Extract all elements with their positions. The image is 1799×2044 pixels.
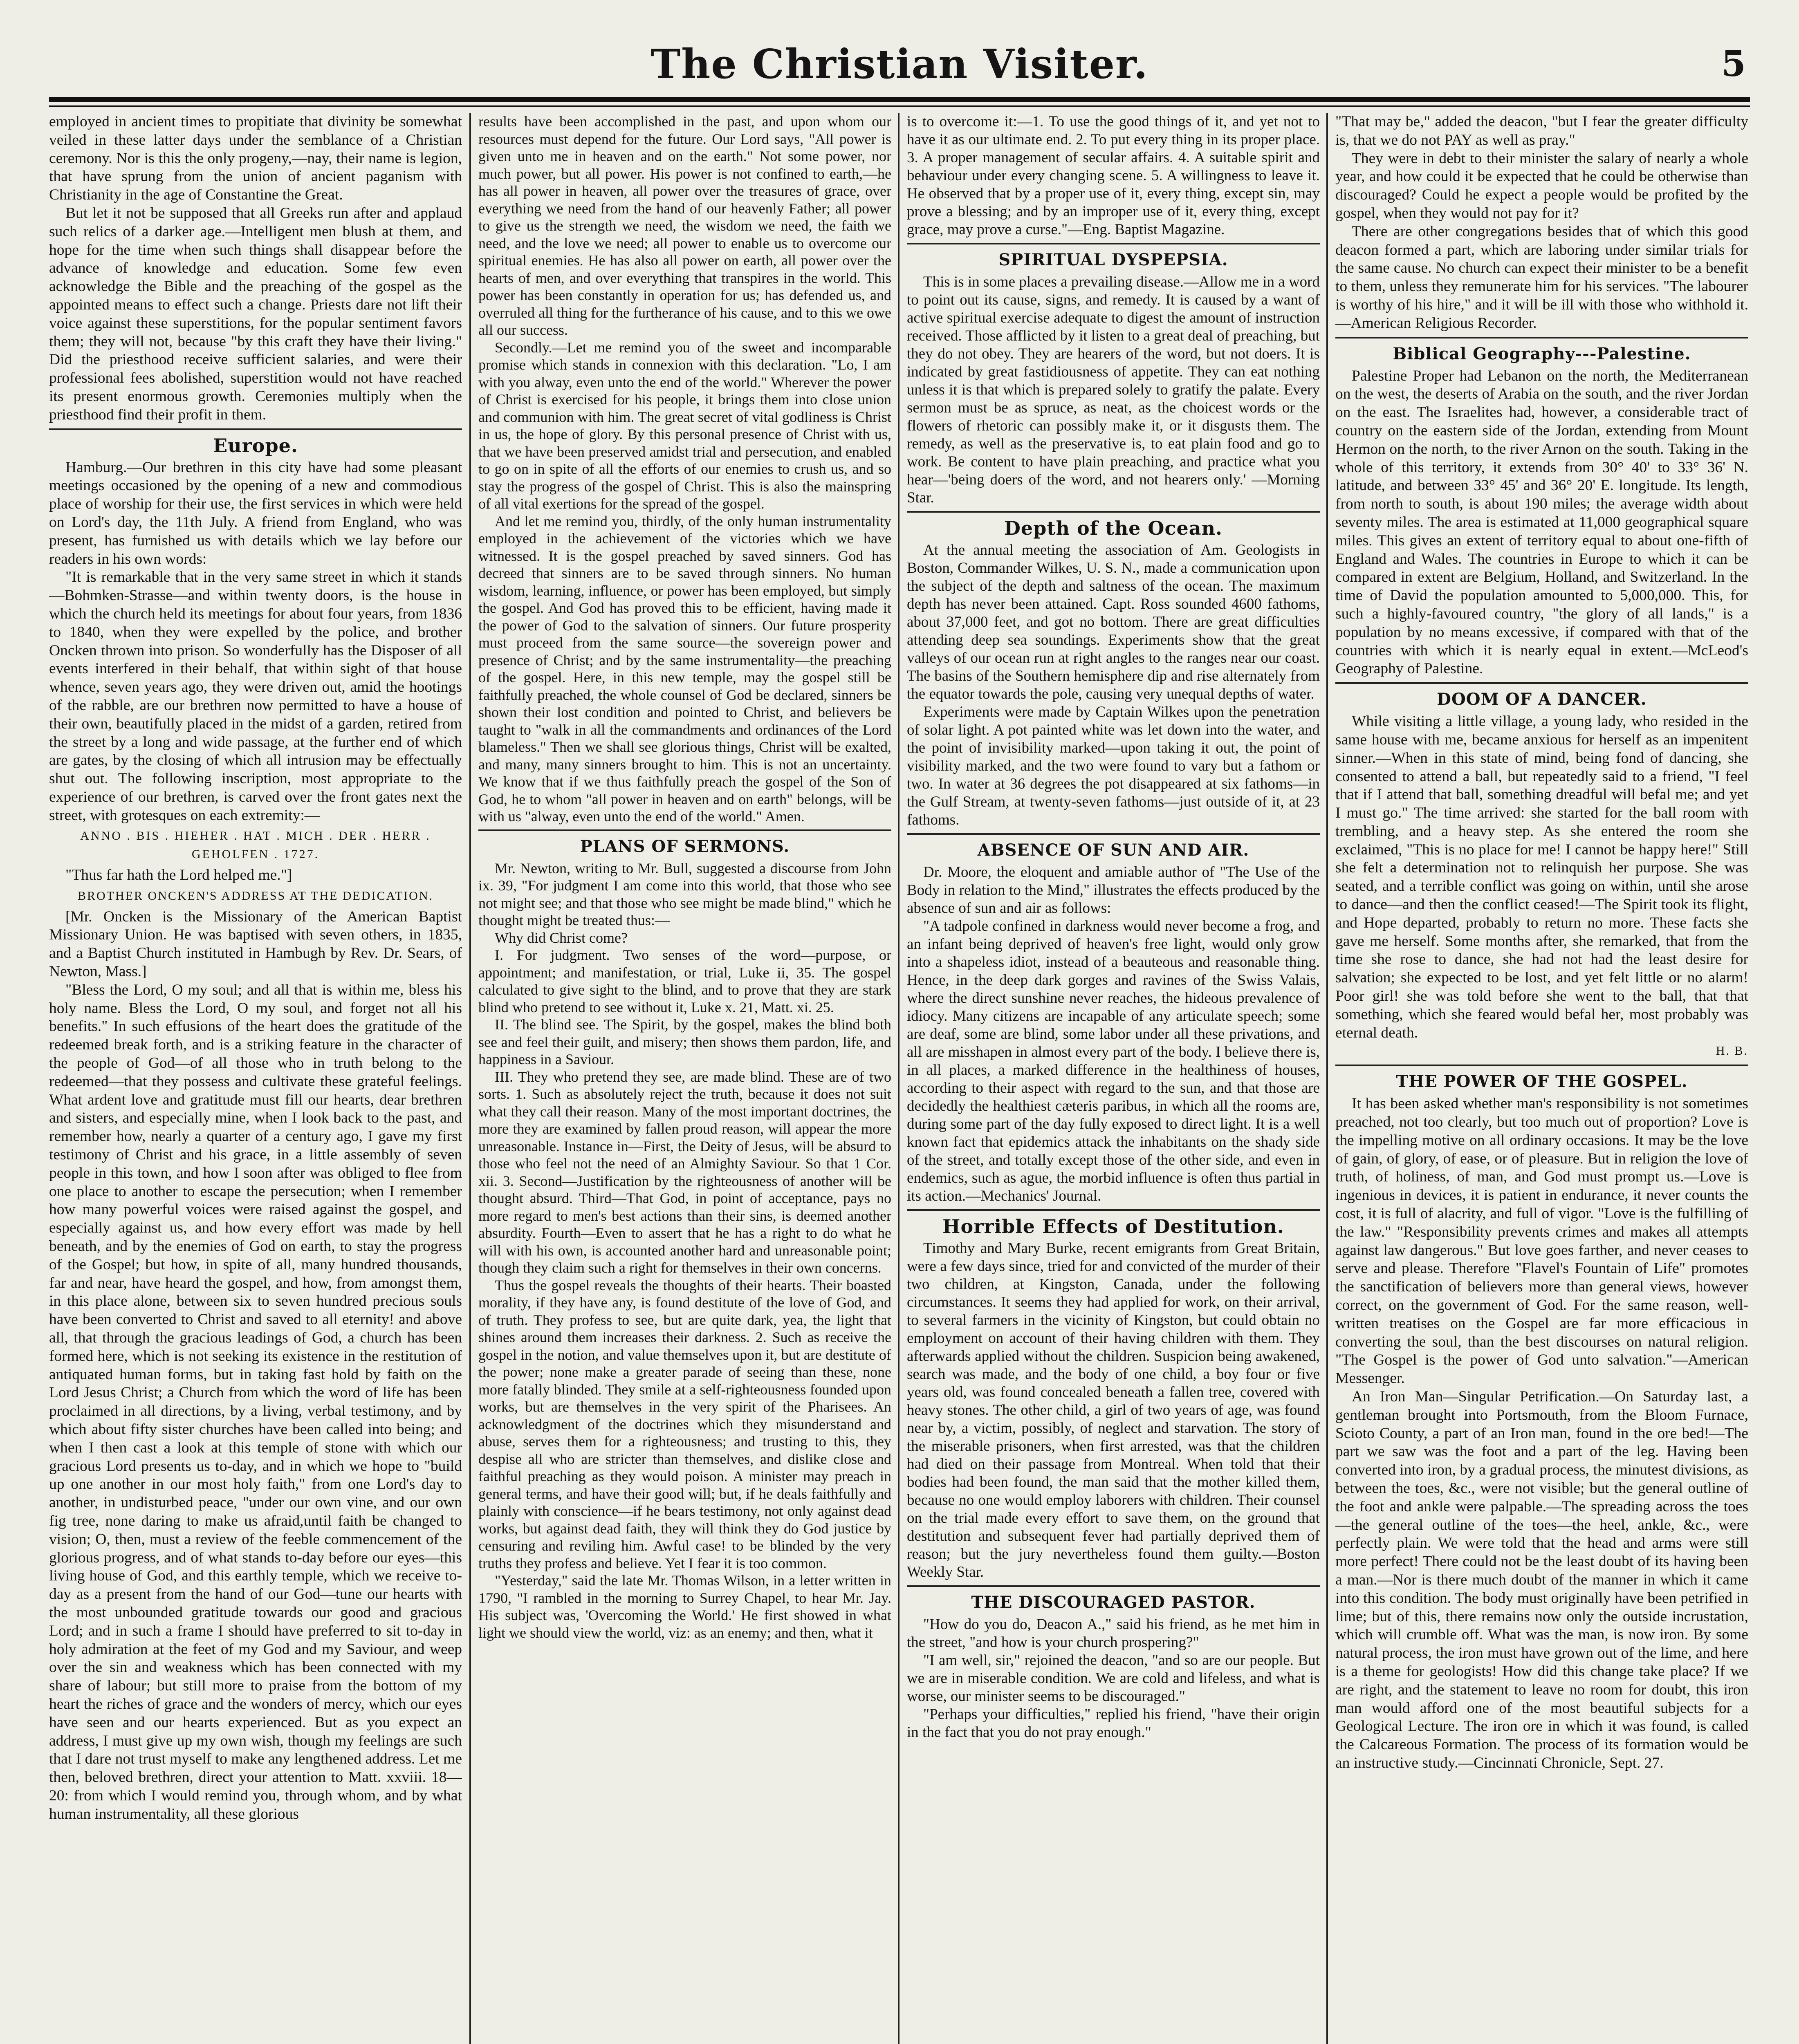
article-text: "Yesterday," said the late Mr. Thomas Wilson, in a letter written in 1790, "I rambled in the morning to Surrey Chapel, to hear Mr. Jay. His subject was, 'Overcoming the World.' He first showed in what light we should view the world, viz: as an enemy; and then, what it xyxy=(478,1572,891,1641)
article-text: They were in debt to their minister the salary of nearly a whole year, and how could it be expected that he could be otherwise than discouraged? Could he expect a people would be profited by the gospel, when they would not pay for it? xyxy=(1335,150,1748,222)
section-heading-dyspepsia: SPIRITUAL DYSPEPSIA. xyxy=(907,243,1320,271)
inscription-translation: "Thus far hath the Lord helped me."] xyxy=(65,867,292,884)
article-text: "It is remarkable that in the very same street in which it stands—Bohmken-Strasse—and within twenty doors, is the house in which the church held its meetings for about four years, from 1836 to 1840, when they were expelled by the police, and brother Oncken thrown into prison. So wonderfully has the Disposer of all events interfered in their behalf, that within sight of that house whence, seven years ago, they were driven out, amid the hootings of the rabble, are our brethren now permitted to have a house of their own, beautifully placed in the midst of a garden, retired from the street by a long and wide passage, at the further end of which are gates, by the closing of which all intrusion may be effectually shut out. The following inscription, most appropriate to the experience of our brethren, is carved over the front gates next the street, with grotesques on each extremity:— xyxy=(49,569,462,824)
section-heading-destitution: Horrible Effects of Destitution. xyxy=(907,1209,1320,1238)
article-text: There are other congregations besides that of which this good deacon formed a part, which are laboring under similar trials for the same cause. No church can expect their minister to be a benefit to them, unless they remunerate him for his services. "The labourer is worthy of his hire," and it will be ill with those who withhold it.—American Religious Recorder. xyxy=(1335,223,1748,332)
article-text: Experiments were made by Captain Wilkes upon the penetration of solar light. A pot painted white was let down into the water, and the point of invisibility marked—upon taking it out, the point of visibility marked, and the two were found to vary but a fathom or two. In water at 36 degrees the pot disappeared at six fathoms—in the Gulf Stream, at twenty-seven fathoms—just outside of it, at 23 fathoms. xyxy=(907,704,1320,828)
article-text: [Mr. Oncken is the Missionary of the American Baptist Missionary Union. He was baptised with seven others, in 1835, and a Baptist Church instituted in Hambugh by Rev. Dr. Sears, of Newton, Mass.] xyxy=(49,908,462,980)
page-number: 5 xyxy=(1721,43,1746,85)
article-text: Secondly.—Let me remind you of the sweet and incomparable promise which stands in connexion with this declaration. "Lo, I am with you alway, even unto the end of the world." Wherever the power of Christ is exercised for his people, it brings them into close union and communion with him. The great secret of vital godliness is Christ in us, the hope of glory. By this personal presence of Christ with us, that we have been preserved amidst trial and persecution, and enabled to go on in spite of all the efforts of our enemies to crush us, and so stay the progress of the gospel of Christ. This is also the mainspring of all vital exertions for the spread of the gospel. xyxy=(478,339,891,512)
article-text: But let it not be supposed that all Greeks run after and applaud such relics of a darker age.—Intelligent men blush at them, and hope for the time when such things shall disappear before the advance of knowledge and education. Some few even acknowledge the Bible and the preaching of the gospel as the appointed means to effect such a change. Priests dare not lift their voice against these superstitions, for the popular sentiment favors them; they will not, because "by this craft they have their living." Did the priesthood receive sufficient salaries, and were their professional fees abolished, superstition would not have reached its present enormous growth. Ceremonies multiply when the priesthood find their profit in them. xyxy=(49,204,462,423)
article-text: "Bless the Lord, O my soul; and all that is within me, bless his holy name. Bless the Lord, O my soul, and forget not all his benefits." In such effusions of the heart does the gratitude of the redeemed break forth, and is a striking feature in the character of the people of God—of all those who in truth belong to the redeemed—that they possess and cultivate these grateful feelings. What ardent love and gratitude must fill our hearts, dear brethren and sisters, and especially mine, when I look back to the past, and remember how, nearly a quarter of a century ago, I gave my first testimony of Christ and his grace, in a little assembly of seven people in this town, and how I soon after was obliged to flee from one place to another to escape the persecution; when I remember how many powerful voices were raised against the gospel, and especially against us, and how every effort was made by hell beneath, and by the enemies of God on earth, to stay the progress of the Gospel; but how, in spite of all, many hundred thousands, far and near, have heard the gospel, and how, from amongst them, in this place alone, between six to seven hundred precious souls have been converted to Christ and saved to all eternity! and above all, that through the gracious leadings of God, a church has been formed here, which is not seeking its existence in the restitution of antiquated human forms, but in taking fast hold by faith on the Lord Jesus Christ; a Church from which the word of life has been proclaimed in all directions, by a living, verbal testimony, and by which about fifty sister churches have been called into being; and when I then cast a look at this temple of stone with which our gracious Lord presents us to-day, and in which we hope to "build up one another in our most holy faith," from one Lord's day to another, in undisturbed peace, "under our own vine, and our own fig tree, none daring to make us afraid,until faith be changed to vision; O, then, must a review of the feeble commencement of the glorious progress, and of what stands to-day before our eyes—this living house of God, and this earthly temple, which we receive to-day as a present from the hand of our God—tune our hearts with the most unbounded gratitude towards our good and gracious Lord; and in such a frame I should have preferred to sit to-day in holy admiration at the feet of my God and my Saviour, and weep over the sin and weakness which has been connected with my share of labour; but still more to praise from the bottom of my heart the riches of grace and the wonders of mercy, which our eyes have seen and our hearts experienced. But as you expect an address, I must give up my own wish, though my feelings are such that I dare not trust myself to make any lengthened address. Let me then, beloved brethren, direct your attention to Matt. xxviii. 18—20: from which I would remind you, through whom, and by what human instrumentality, all these glorious xyxy=(49,981,462,1822)
section-heading-power-gospel: THE POWER OF THE GOSPEL. xyxy=(1335,1065,1748,1093)
article-text: While visiting a little village, a young lady, who resided in the same house with me, became anxious for herself as an impenitent sinner.—When in this state of mind, being fond of dancing, she consented to attend a ball, but repeatedly said to a friend, "I feel that if I attend that ball, something dreadful will befal me; and yet I must go." The time arrived: she started for the ball room with trembling, and a heavy step. As she entered the room she exclaimed, "This is no place for me! I cannot be happy here!" Still she felt a determination not to relinquish her purpose. She was seated, and a terrible conflict was going on within, until she arose to dance—and then the conflict ceased!—The Spirit took its flight, and Hope departed, probably to return no more. These facts she gave me herself. Some months after, she remarked, that from the time she rose to dance, she had not had the least desire for salvation; she expected to be lost, and yet felt little or no alarm! Poor girl! she was told before she went to the ball, that that something, which she feared would befal her, most probably was eternal death. xyxy=(1335,713,1748,1041)
article-text: Mr. Newton, writing to Mr. Bull, suggested a discourse from John ix. 39, "For judgment I am come into this world, that those who see not might see; and that those who see might be made blind," which he thought might be treated thus:— xyxy=(478,860,891,928)
article-text: This is in some places a prevailing disease.—Allow me in a word to point out its cause, signs, and remedy. It is caused by a want of active spiritual exercise adequate to digest the amount of instruction received. Those afflicted by it listen to a great deal of preaching, but they do not obey. They are hearers of the word, but not doers. It is indicated by great fastidiousness of appetite. They can eat nothing unless it is that which is prepared solely to gratify the palate. Every sermon must be as spruce, as neat, as the choicest words or the flowers of rhetoric can possibly make it, or it disgusts them. The remedy, as well as the preservative is, to eat plain food and go to work. Be content to have plain preaching, and practice what you hear—'being doers of the word, and not hearers only.' —Morning Star. xyxy=(907,273,1320,506)
inscription: ANNO . BIS . HIEHER . HAT . MICH . DER . HERR . GEHOLFEN . 1727. xyxy=(80,829,431,861)
column-4 xyxy=(1335,113,1748,2044)
article-text: Why did Christ come? xyxy=(495,929,628,946)
masthead xyxy=(49,41,1750,102)
newspaper-title: The Christian Visiter. xyxy=(651,41,1148,88)
section-heading-sermons: PLANS OF SERMONS. xyxy=(478,829,891,858)
article-text: II. The blind see. The Spirit, by the gospel, makes the blind both see and feel their guilt, and misery; then shows them pardon, life, and happiness in a Saviour. xyxy=(478,1016,891,1067)
article-text: At the annual meeting the association of Am. Geologists in Boston, Commander Wilkes, U. S. N., made a communication upon the subject of the depth and saltness of the ocean. The maximum depth has never been attained. Capt. Ross sounded 4600 fathoms, about 37,000 feet, and got no bottom. There are great difficulties attending deep sea soundings. Experiments show that the great valleys of our ocean run at right angles to the ranges near our coast. The basins of the Southern hemisphere dip and rise alternately from the equator towards the pole, causing very unequal depths of water. xyxy=(907,542,1320,702)
article-text: Hamburg.—Our brethren in this city have had some pleasant meetings occasioned by the opening of a new and commodious place of worship for their use, the first services in which were held on Lord's day, the 11th July. A friend from England, who was present, has furnished us with details which we lay before our readers in his own words: xyxy=(49,459,462,567)
article-text: I. For judgment. Two senses of the word—purpose, or appointment; and manifestation, or trial, Luke ii, 35. The gospel calculated to give sight to the blind, and to prove that they are stark blind who pretend to see without it, Luke x. 21, Matt. xi. 25. xyxy=(478,947,891,1015)
article-text: "How do you do, Deacon A.," said his friend, as he met him in the street, "and how is your church prospering?" xyxy=(907,1616,1320,1651)
column-divider-3 xyxy=(1326,113,1328,2044)
column-2 xyxy=(478,113,891,2044)
subheading-address: BROTHER ONCKEN'S ADDRESS AT THE DEDICATION. xyxy=(77,889,434,903)
section-heading-pastor: THE DISCOURAGED PASTOR. xyxy=(907,1585,1320,1614)
column-1 xyxy=(49,113,462,2044)
article-text: is to overcome it:—1. To use the good things of it, and yet not to have it as our ultimate end. 2. To put every thing in its proper place. 3. A proper management of secular affairs. 4. A suitable spirit and behaviour under every changing scene. 5. A willingness to leave it. He observed that by a proper use of it, every thing, except sin, may prove a blessing; and by an improper use of it, every thing, except grace, may prove a curse."—Eng. Baptist Magazine. xyxy=(907,113,1320,238)
article-text: III. They who pretend they see, are made blind. These are of two sorts. 1. Such as absolutely reject the truth, because it does not suit what they call their reason. Many of the most important doctrines, the more they are examined by fallen proud reason, will appear the more unreasonable. Instance in—First, the Deity of Jesus, will be absurd to those who feel not the need of an Almighty Saviour. So that 1 Cor. xii. 3. Second—Justification by the righteousness of another will be thought absurd. Third—That God, in point of acceptance, pays no more regard to men's best actions than their sins, is deemed another absurdity. Fourth—Even to assert that he has a right to do what he will with his own, is accounted another hard and unreasonable point; though they claim such a right for themselves in their own concerns. xyxy=(478,1068,891,1276)
article-text: employed in ancient times to propitiate that divinity be somewhat veiled in these latter days under the semblance of a Christian ceremony. Nor is this the only progeny,—nay, their name is legion, that have sprung from the union of ancient paganism with Christianity in the age of Constantine the Great. xyxy=(49,113,462,204)
author-initials: H. B. xyxy=(1716,1044,1748,1058)
article-text: "I am well, sir," rejoined the deacon, "and so are our people. But we are in miserable condition. We are cold and lifeless, and what is worse, our minister seems to be discouraged." xyxy=(907,1652,1320,1705)
article-text: Thus the gospel reveals the thoughts of their hearts. Their boasted morality, if they have any, is found destitute of the love of God, and of truth. They profess to see, but are quite dark, yea, the light that shines around them increases their darkness. 2. Such as receive the gospel in the notion, and value themselves upon it, but are destitute of the power; none make a greater parade of seeing than these, none more fatally blinded. They smile at a self-righteousness founded upon works, but are themselves in the very spirit of the Pharisees. An acknowledgment of the doctrines which they misunderstand and abuse, serves them for a righteousness; and trusting to this, they despise all who are stricter than themselves, and dislike close and faithful preaching as they would poison. A minister may preach in general terms, and have their good will; but, if he deals faithfully and plainly with conscience—if he bears testimony, not only against dead works, but against dead faith, they will think they do God justice by censuring and reviling him. Awful case! to be blinded by the very truths they profess and believe. Yet I fear it is too common. xyxy=(478,1277,891,1571)
article-text: It has been asked whether man's responsibility is not sometimes preached, not too clearly, but too much out of proportion? Love is the impelling motive on all ordinary occasions. It may be the love of gain, of glory, of ease, or of pleasure. But in religion the love of truth, of holiness, of man, and God must prompt us.—Love is ingenious in devices, it is patient in endurance, it never counts the cost, it is full of alacrity, and full of vigor. "Love is the fulfilling of the law." "Responsibility prevents crimes and makes all attempts against law dangerous." But love goes farther, and never ceases to serve and please. Therefore "Flavel's Fountain of Life" promotes the sanctification of believers more than general views, however correct, on the government of God. For the same reason, well-written treatises on the Gospel are far more efficacious in converting the soul, than the best discourses on natural religion. "The Gospel is the power of God unto salvation."—American Messenger. xyxy=(1335,1095,1748,1387)
article-text: "Perhaps your difficulties," replied his friend, "have their origin in the fact that you do not pray enough." xyxy=(907,1706,1320,1741)
column-divider-1 xyxy=(469,113,471,2044)
article-text: "A tadpole confined in darkness would never become a frog, and an infant being deprived of heaven's free light, would only grow into a shapeless idiot, instead of a beauteous and reasonable thing. Hence, in the deep dark gorges and ravines of the Swiss Valais, where the direct sunshine never reaches, the hideous prevalence of idiocy. Many citizens are incapable of any articulate speech; some are deaf, some are blind, some labor under all these privations, and all are misshapen in almost every part of the body. I believe there is, in all places, a marked difference in the healthiness of houses, according to their aspect with regard to the sun, and that those are decidedly the healthiest cæteris paribus, in which all the rooms are, during some part of the day fully exposed to direct light. It is a well known fact that epidemics attack the inhabitants on the shady side of the street, and totally except those of the other side, and even in endemics, such as ague, the morbid influence is often thus partial in its action.—Mechanics' Journal. xyxy=(907,918,1320,1204)
article-text: Timothy and Mary Burke, recent emigrants from Great Britain, were a few days since, tried for and convicted of the murder of their two children, at Kingston, Canada, under the following circumstances. It seems they had applied for work, on their arrival, to several farmers in the vicinity of Kingston, but could obtain no employment on account of their having children with them. They afterwards applied without the children. Suspicion being awakened, search was made, and the body of one child, a boy four or five years old, was found concealed beneath a fallen tree, covered with heavy stones. The other child, a girl of two years of age, was found near by, a victim, possibly, of neglect and starvation. The story of the miserable prisoners, when first arrested, was that the children had died on their passage from Montreal. When told that their bodies had been found, the man said that the mother killed them, because no one would employ laborers with children. Their counsel on the trial made every effort to save them, on the ground that destitution and subsequent fever had partially deprived them of reason; but the jury nevertheless found them guilty.—Boston Weekly Star. xyxy=(907,1240,1320,1580)
section-heading-sun-air: ABSENCE OF SUN AND AIR. xyxy=(907,833,1320,862)
article-text: An Iron Man—Singular Petrification.—On Saturday last, a gentleman brought into Portsmouth, from the Bloom Furnace, Scioto County, a part of an Iron man, found in the ore bed!—The part we saw was the foot and a part of the leg. Having been converted into iron, by a gradual process, the minutest divisions, as between the toes, &c., were not visible; but the general outline of the foot and ankle were palpable.—The spreading across the toes—the general outline of the toes—the heel, ankle, &c., were perfectly plain. We were told that the head and arms were still more perfect! There could not be the least doubt of its having been a man.—Nor is there much doubt of the manner in which it came into this condition. The body must originally have been petrified in lime; but of this, there remains now only the outside incrustation, which will crumble off. What was the man, is now iron. By some natural process, the iron must have grown out of the lime, and here is a theme for geologists! How did this change take place? If we are right, and the statement to leave no room for doubt, this iron man would afford one of the most beautiful subjects for a Geological Lecture. The iron ore in which it was found, is called the Calcareous Formation. The process of its formation would be an instructive study.—Cincinnati Chronicle, Sept. 27. xyxy=(1335,1388,1748,1771)
section-heading-dancer: DOOM OF A DANCER. xyxy=(1335,682,1748,711)
section-heading-europe: Europe. xyxy=(49,428,462,457)
column-3 xyxy=(907,113,1320,2044)
masthead-thick-rule xyxy=(49,97,1750,102)
article-text: And let me remind you, thirdly, of the only human instrumentality employed in the achievement of the victories which we have witnessed. It is the gospel preached by saved sinners. God has decreed that sinners are to be saved through sinners. No human wisdom, learning, influence, or power has been employed, but simply the gospel. And God has proved this to be efficient, having made it the power of God to the salvation of sinners. Our future prosperity must proceed from the same source—the sovereign power and presence of Christ; and by the same instrumentality—the preaching of the gospel. Here, in this new temple, may the gospel still be faithfully preached, the whole counsel of God be declared, sinners be shown their lost condition and pointed to Christ, and believers be taught to "walk in all the commandments and ordinances of the Lord blameless." Then we shall see glorious things, Christ will be exalted, and many, many sinners brought to him. This is not an uncertainty. We know that if we thus faithfully preach the gospel of the Son of God, he to whom "all power in heaven and on earth" belongs, will be with us "alway, even unto the end of the world." Amen. xyxy=(478,513,891,825)
masthead-thin-rule xyxy=(49,105,1750,107)
section-heading-geography: Biblical Geography---Palestine. xyxy=(1335,337,1748,365)
article-text: results have been accomplished in the past, and upon whom our resources must depend for the future. Our Lord says, "All power is given unto me in heaven and on the earth." Not some power, nor much power, but all power. His power is not confined to earth,—he has all power in heaven, all power over the treasures of grace, over everything we need from the hand of our heavenly Father; all power to give us the strength we need, the wisdom we need, the faith we need, and the love we need; all power to enable us to overcome our spiritual enemies. He has also all power on earth, all power over the hearts of men, and over everything that transpires in the world. This power has been constantly in operation for us; has defended us, and overruled all thing for the furtherance of his cause, and to this we owe all our success. xyxy=(478,113,891,338)
article-text: "That may be," added the deacon, "but I fear the greater difficulty is, that we do not PAY as well as pray." xyxy=(1335,113,1748,148)
article-text: Palestine Proper had Lebanon on the north, the Mediterranean on the west, the deserts of Arabia on the south, and the river Jordan on the east. The Israelites had, however, a considerable tract of country on the eastern side of the Jordan, extending from Mount Hermon on the north, to the river Arnon on the south. Taking in the whole of this territory, it extends from 30° 40' to 33° 36' N. latitude, and between 33° 45' and 36° 20' E. longitude. Its length, from north to south, is about 190 miles; the average width about seventy miles. The area is estimated at 11,000 geographical square miles. This gives an extent of territory equal to about one-fifth of England and Wales. The countries in Europe to which it can be compared in extent are Belgium, Holland, and Switzerland. In the time of David the population amounted to 5,000,000. This, for such a highly-favoured country, "the glory of all lands," is a population by no means excessive, if compared with that of the countries with which it is nearly equal in extent.—McLeod's Geography of Palestine. xyxy=(1335,367,1748,677)
column-divider-2 xyxy=(898,113,900,2044)
section-heading-ocean: Depth of the Ocean. xyxy=(907,511,1320,540)
article-text: Dr. Moore, the eloquent and amiable author of "The Use of the Body in relation to the Mind," illustrates the effects produced by the absence of sun and air as follows: xyxy=(907,864,1320,917)
